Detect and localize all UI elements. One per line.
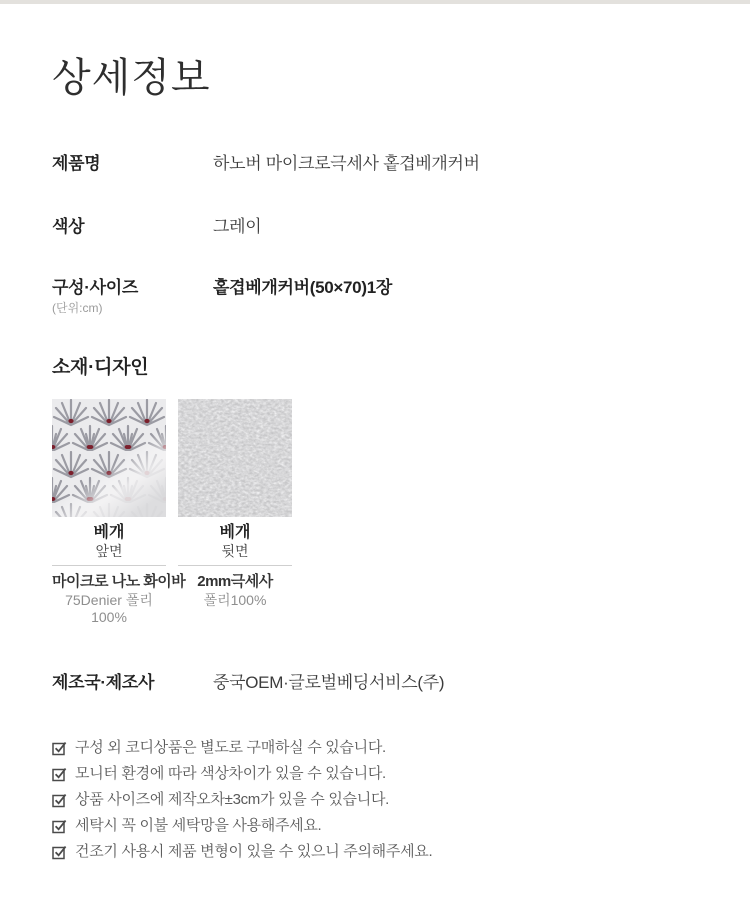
material-card-back	[178, 399, 292, 626]
unit-sublabel: (단위:cm)	[52, 301, 103, 315]
manufacturer-value: 중국OEM·글로벌베딩서비스(주)	[213, 673, 445, 692]
notice-text: 모니터 환경에 따라 색상차이가 있을 수 있습니다.	[75, 765, 386, 782]
product-detail-sheet	[0, 55, 750, 861]
card-divider	[52, 565, 166, 566]
back-card-subtitle: 뒷면	[221, 543, 249, 559]
notice-item	[52, 765, 710, 783]
material-design-heading: 소재·디자인	[52, 357, 149, 378]
notice-text: 구성 외 코디상품은 별도로 구매하실 수 있습니다.	[75, 739, 386, 756]
notice-item	[52, 791, 710, 809]
spec-row-composition-size	[52, 277, 710, 316]
front-card-title: 베개	[93, 524, 125, 541]
spec-label-col	[52, 277, 213, 316]
material-cards	[52, 399, 710, 626]
spec-row-color	[52, 216, 710, 237]
product-name-value: 하노버 마이크로극세사 홑겹베개커버	[213, 154, 480, 173]
color-value: 그레이	[213, 217, 262, 236]
spec-row-manufacturer	[52, 672, 710, 693]
back-card-composition: 폴리100%	[203, 592, 267, 608]
notice-text: 세탁시 꼭 이불 세탁망을 사용해주세요.	[75, 817, 322, 834]
checkbox-checked-icon	[52, 740, 68, 756]
notice-item	[52, 843, 710, 861]
spec-row-product-name	[52, 153, 710, 174]
spec-label-col	[52, 672, 213, 693]
back-card-material: 2mm극세사	[197, 573, 273, 590]
color-label: 색상	[52, 217, 85, 236]
notice-list	[52, 739, 710, 861]
pillow-back-fabric-image	[178, 399, 292, 517]
checkbox-checked-icon	[52, 844, 68, 860]
spec-label-col	[52, 216, 213, 237]
notice-text: 건조기 사용시 제품 변형이 있을 수 있으니 주의해주세요.	[75, 843, 433, 860]
checkbox-checked-icon	[52, 766, 68, 782]
product-name-label: 제품명	[52, 154, 101, 173]
composition-size-label: 구성·사이즈	[52, 278, 138, 297]
notice-text: 상품 사이즈에 제작오차±3cm가 있을 수 있습니다.	[75, 791, 389, 808]
manufacturer-label: 제조국·제조사	[52, 673, 155, 692]
top-divider-bar	[0, 0, 750, 4]
front-card-material: 마이크로 나노 화이바	[52, 573, 186, 590]
checkbox-checked-icon	[52, 818, 68, 834]
card-divider	[178, 565, 292, 566]
composition-size-value: 홑겹베개커버(50×70)1장	[213, 278, 392, 297]
material-card-front	[52, 399, 186, 626]
front-card-composition: 75Denier 폴리100%	[65, 592, 153, 625]
front-card-subtitle: 앞면	[95, 543, 123, 559]
spec-label-col	[52, 153, 213, 174]
back-card-title: 베개	[219, 524, 251, 541]
pillow-front-fabric-image	[52, 399, 166, 517]
page-title: 상세정보	[52, 56, 211, 100]
checkbox-checked-icon	[52, 792, 68, 808]
notice-item	[52, 739, 710, 757]
notice-item	[52, 817, 710, 835]
